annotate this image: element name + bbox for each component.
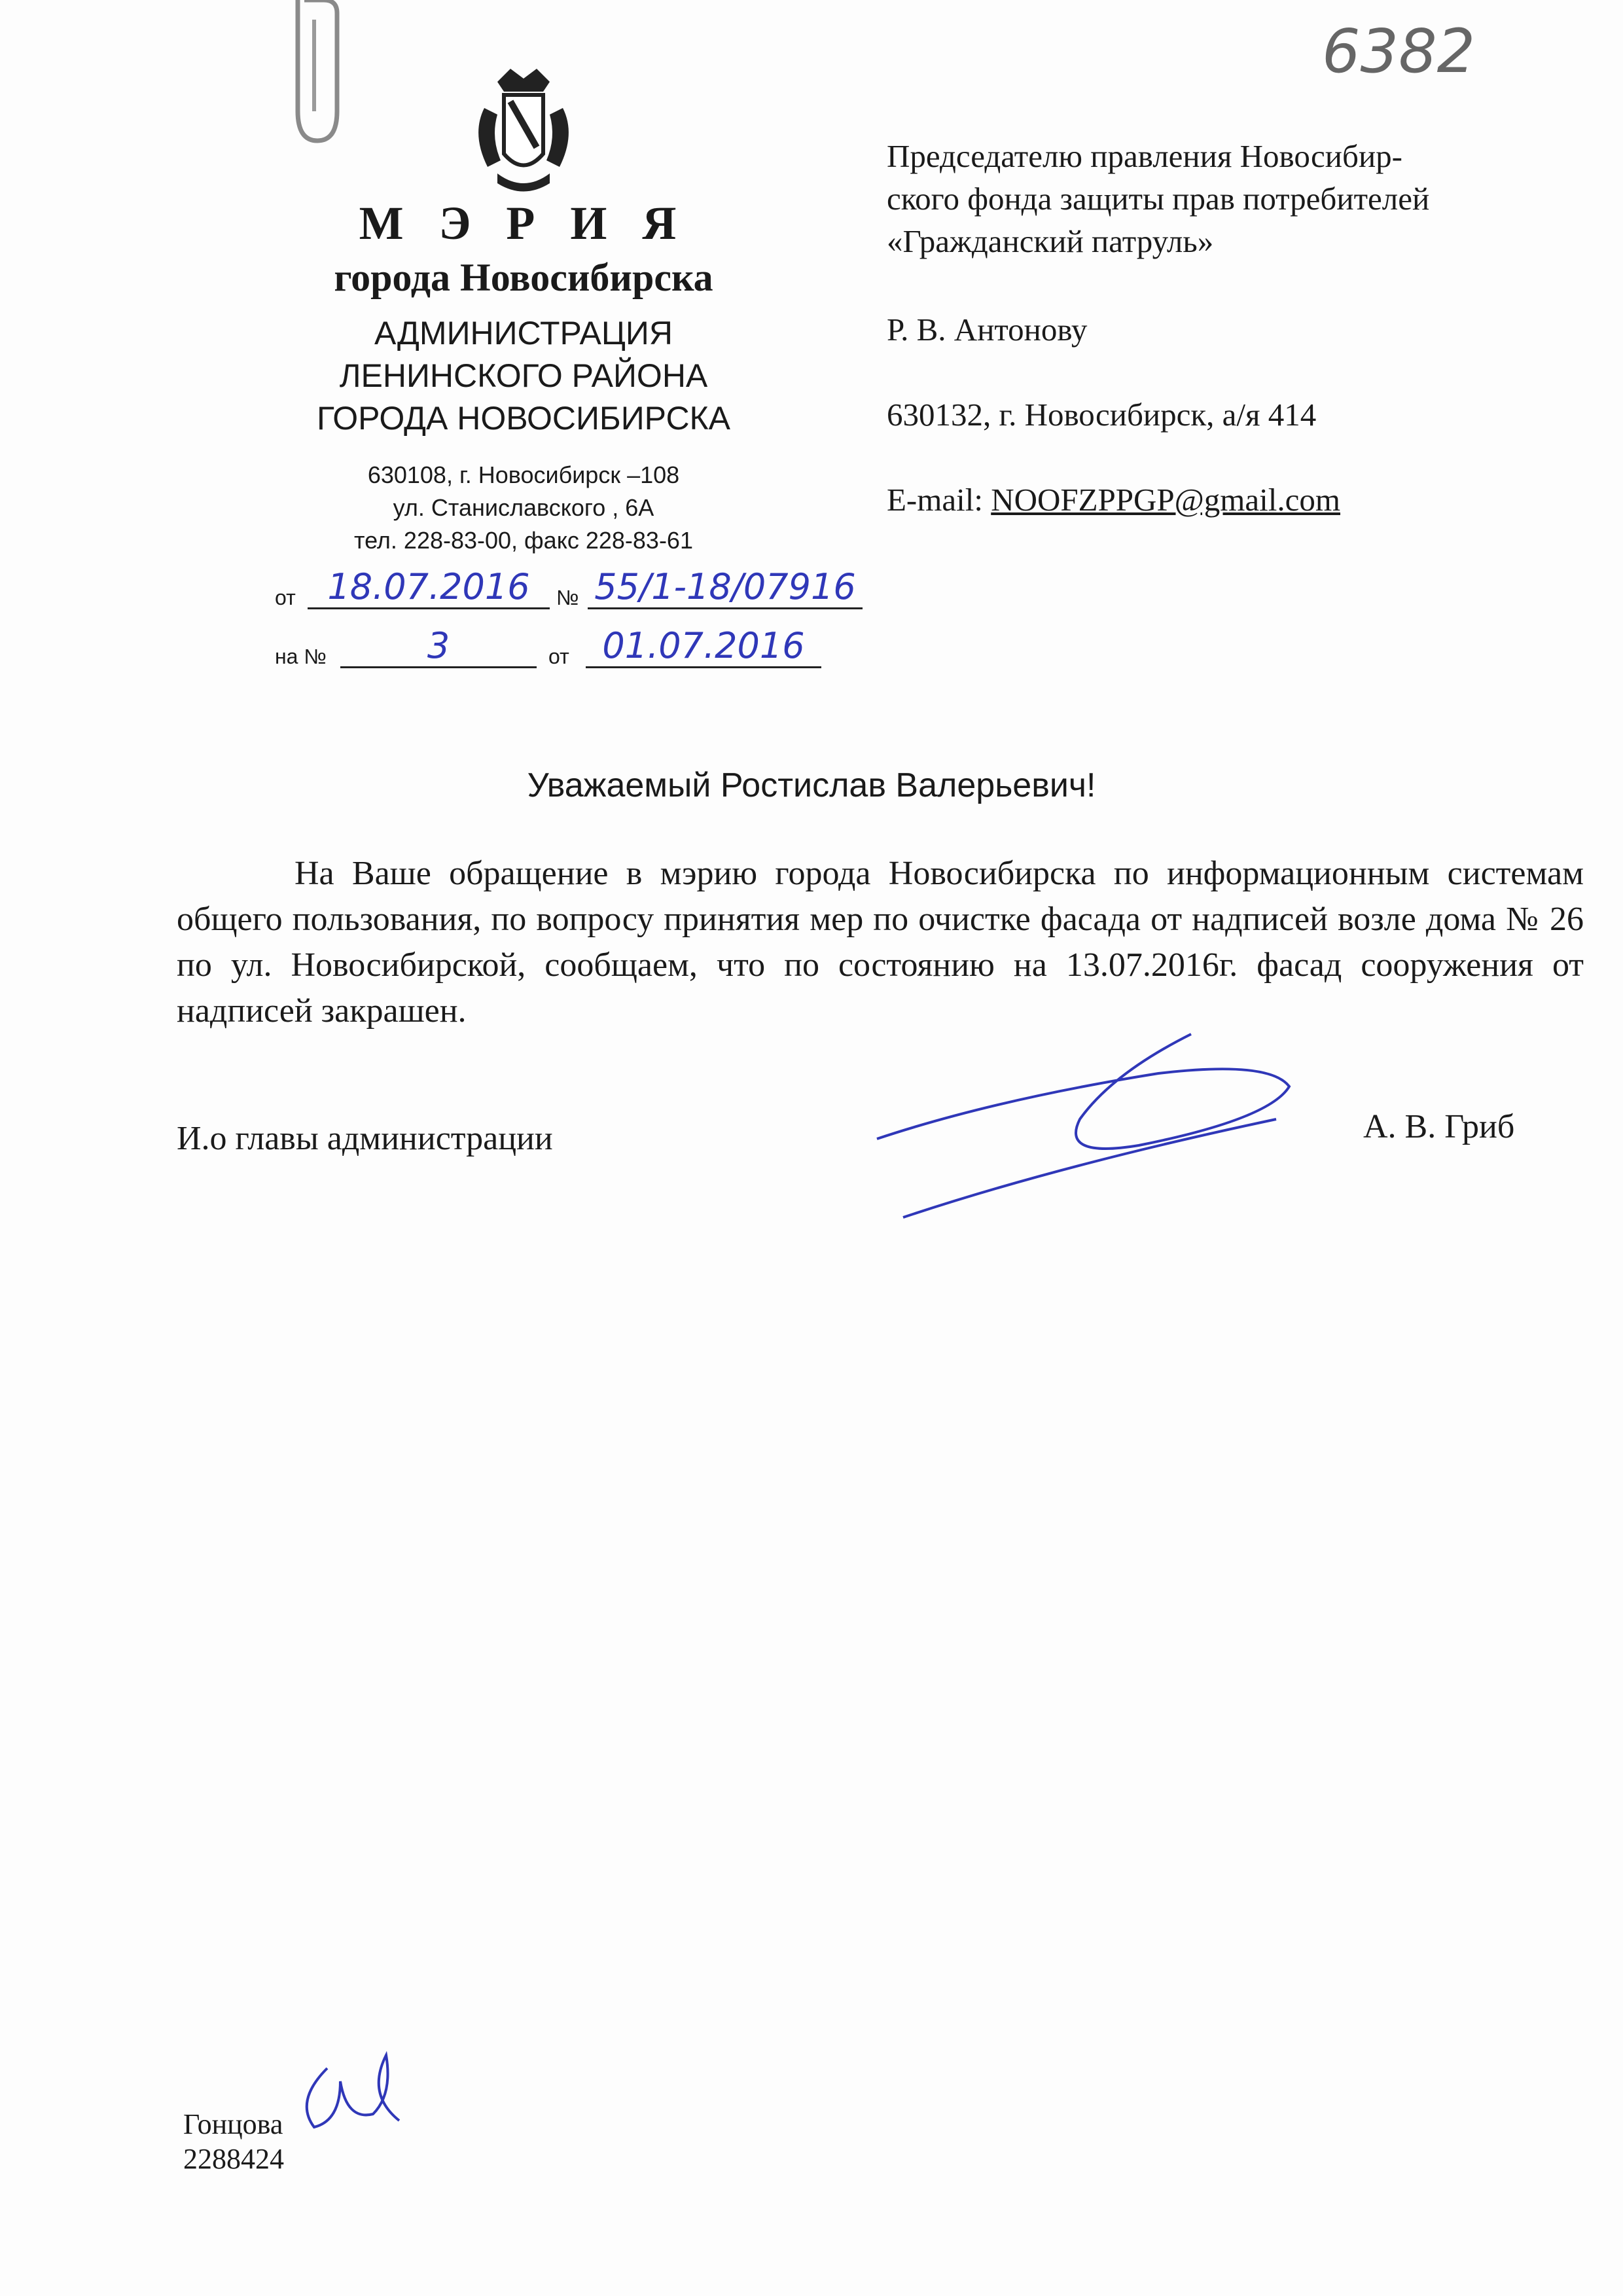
ref-date: 01.07.2016: [586, 625, 821, 668]
ref-from-label: от: [548, 645, 569, 668]
ref-number: 3: [340, 625, 537, 668]
incoming-number-annotation: 6382: [1322, 16, 1476, 86]
outgoing-number: 55/1-18/07916: [588, 566, 863, 609]
admin-line-2: ЛЕНИНСКОГО РАЙОНА: [339, 357, 708, 394]
number-label: №: [556, 586, 579, 609]
letter-body-paragraph: На Ваше обращение в мэрию города Новосибирска по информационным системам общего пользования, по вопросу принятия мер по очистке фасада от надписей возле дома № 26 по ул. Новосибирской, сообщаем, что по состоянию на 13.07.2016г. фасад сооружения от надписей закрашен.: [177, 855, 1584, 1030]
paper-clip-icon: [252, 0, 344, 151]
admin-line-3: ГОРОДА НОВОСИБИРСКА: [316, 400, 731, 437]
recipient-address: 630132, г. Новосибирск, а/я 414: [887, 397, 1317, 433]
outgoing-date: 18.07.2016: [308, 566, 550, 609]
email-link[interactable]: NOOFZPPGP@gmail.com: [991, 482, 1341, 518]
ref-label: на №: [275, 645, 327, 668]
address-line-1: 630108, г. Новосибирск –108: [367, 461, 680, 488]
recipient-email-line: [887, 481, 1340, 518]
from-label: от: [275, 586, 296, 609]
recipient-position-1: Председателю правления Новосибир-: [887, 138, 1402, 174]
recipient-position-3: «Гражданский патруль»: [887, 223, 1214, 259]
novosibirsk-coat-of-arms-icon: [458, 62, 589, 200]
executor-name: Гонцова: [183, 2108, 283, 2140]
executor-phone: 2288424: [183, 2143, 284, 2175]
city-name: города Новосибирска: [334, 256, 713, 299]
signatory-name: А. В. Гриб: [1363, 1108, 1515, 1145]
letter-body: [177, 851, 1584, 1034]
director-signature-icon: [864, 1021, 1322, 1237]
address-line-2: ул. Станиславского , 6А: [393, 494, 654, 521]
admin-line-1: АДМИНИСТРАЦИЯ: [374, 315, 673, 351]
address-line-3: тел. 228-83-00, факс 228-83-61: [354, 527, 693, 554]
executor-initials-icon: [288, 2042, 432, 2140]
recipient-position-2: ского фонда защиты прав потребителей: [887, 181, 1430, 217]
mayoralty-title: М Э Р И Я: [359, 197, 688, 249]
signatory-position: И.о главы администрации: [177, 1120, 553, 1157]
email-label: E-mail:: [887, 482, 991, 518]
greeting: Уважаемый Ростислав Валерьевич!: [527, 766, 1096, 804]
recipient-name: Р. В. Антонову: [887, 312, 1088, 348]
